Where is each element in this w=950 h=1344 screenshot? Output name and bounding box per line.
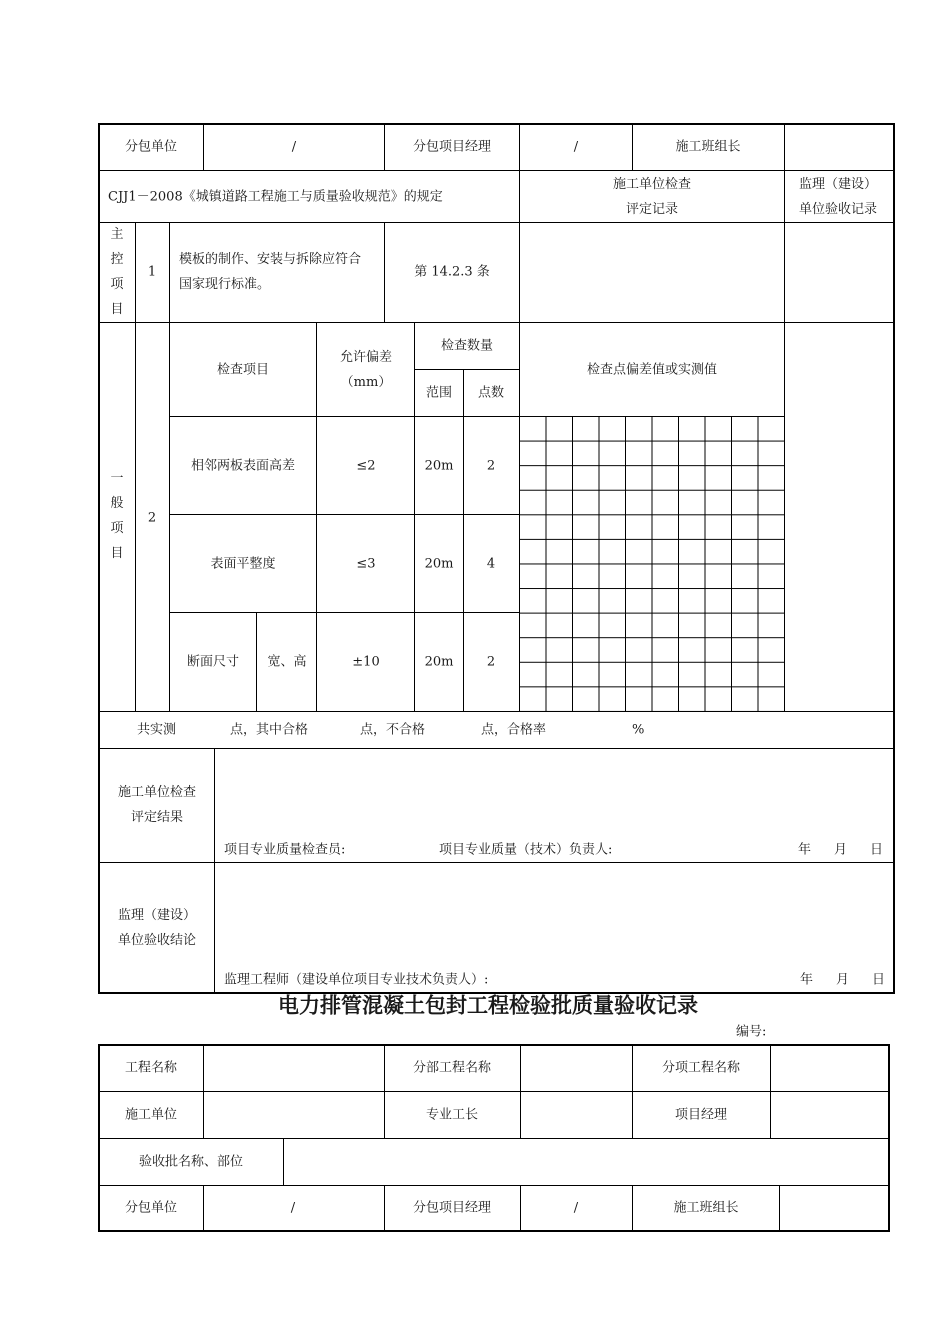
sub-unit-label: 分包单位 — [124, 139, 178, 155]
number-label: 编号: — [736, 1024, 767, 1040]
main-control-clause: 第 14.2.3 条 — [414, 264, 490, 280]
supervising-engineer-label: 监理工程师（建设单位项目专业技术负责人）: — [224, 972, 489, 988]
measurement-grid — [519, 416, 784, 711]
sub-pm-label: 分包项目经理 — [412, 139, 492, 155]
division-label: 分部工程名称 — [412, 1060, 492, 1076]
sub-unit-label-2: 分包单位 — [124, 1200, 178, 1216]
row3-sub-item: 宽、高 — [267, 654, 307, 670]
contractor-label: 施工单位 — [124, 1107, 178, 1123]
row3-item: 断面尺寸 — [186, 654, 240, 670]
constructor-check-header: 施工单位检查 评定记录 — [612, 177, 692, 217]
subdivision-label: 分项工程名称 — [661, 1060, 741, 1076]
row1-range: 20m — [424, 458, 454, 474]
summary-rate: 点，合格率 — [481, 722, 547, 738]
main-control-label: 主 控 项 目 — [110, 227, 124, 317]
col-points: 点数 — [477, 385, 505, 401]
col-qty: 检查数量 — [440, 338, 494, 354]
date-day-2: 日 — [872, 972, 886, 988]
foreman-label: 专业工长 — [425, 1107, 479, 1123]
col-range: 范围 — [425, 385, 453, 401]
quality-inspector-label: 项目专业质量检查员: — [224, 842, 346, 858]
batch-label: 验收批名称、部位 — [138, 1154, 244, 1170]
row2-item: 表面平整度 — [210, 556, 276, 572]
supervisor-record-header: 监理（建设） 单位验收记录 — [798, 177, 878, 217]
summary-pass: 点，其中合格 — [230, 722, 309, 738]
date-year: 年 — [798, 842, 812, 858]
sub-pm-field-2[interactable]: / — [573, 1200, 579, 1216]
main-control-content: 模板的制作、安装与拆除应符合 国家现行标准。 — [179, 252, 362, 292]
quality-responsible-label: 项目专业质量（技术）负责人: — [439, 842, 613, 858]
summary-fail: 点，不合格 — [360, 722, 426, 738]
date-month-2: 月 — [836, 972, 850, 988]
row1-item: 相邻两板表面高差 — [190, 458, 296, 474]
sub-unit-field-2[interactable]: / — [290, 1200, 296, 1216]
sub-pm-label-2: 分包项目经理 — [412, 1200, 492, 1216]
constructor-result-label: 施工单位检查 评定结果 — [117, 785, 197, 825]
page-title: 电力排管混凝土包封工程检验批质量验收记录 — [278, 993, 698, 1018]
row2-range: 20m — [424, 556, 454, 572]
row3-tolerance: ±10 — [352, 654, 380, 670]
supervisor-conclusion-label: 监理（建设） 单位验收结论 — [117, 908, 197, 948]
summary-total: 共实测 — [137, 722, 177, 738]
row1-tolerance: ≤2 — [356, 458, 376, 474]
team-leader-label: 施工班组长 — [675, 139, 741, 155]
row2-tolerance: ≤3 — [356, 556, 376, 572]
date-year-2: 年 — [800, 972, 814, 988]
general-label: 一 般 项 目 — [110, 471, 124, 561]
col-measured: 检查点偏差值或实测值 — [586, 362, 718, 378]
date-day: 日 — [870, 842, 884, 858]
sub-unit-value: / — [291, 139, 297, 155]
project-manager-label: 项目经理 — [674, 1107, 728, 1123]
row2-points: 4 — [486, 556, 496, 572]
col-tolerance: 允许偏差 （mm） — [339, 350, 393, 390]
general-no: 2 — [147, 510, 157, 526]
col-item: 检查项目 — [216, 362, 270, 378]
spec-header: CJJ1－2008《城镇道路工程施工与质量验收规范》的规定 — [108, 189, 443, 205]
row1-points: 2 — [486, 458, 496, 474]
summary-percent: % — [632, 722, 645, 738]
main-control-no: 1 — [147, 264, 157, 280]
sub-pm-value: / — [573, 139, 579, 155]
row3-range: 20m — [424, 654, 454, 670]
project-name-label: 工程名称 — [124, 1060, 178, 1076]
date-month: 月 — [834, 842, 848, 858]
row3-points: 2 — [486, 654, 496, 670]
team-leader-label-2: 施工班组长 — [673, 1200, 739, 1216]
